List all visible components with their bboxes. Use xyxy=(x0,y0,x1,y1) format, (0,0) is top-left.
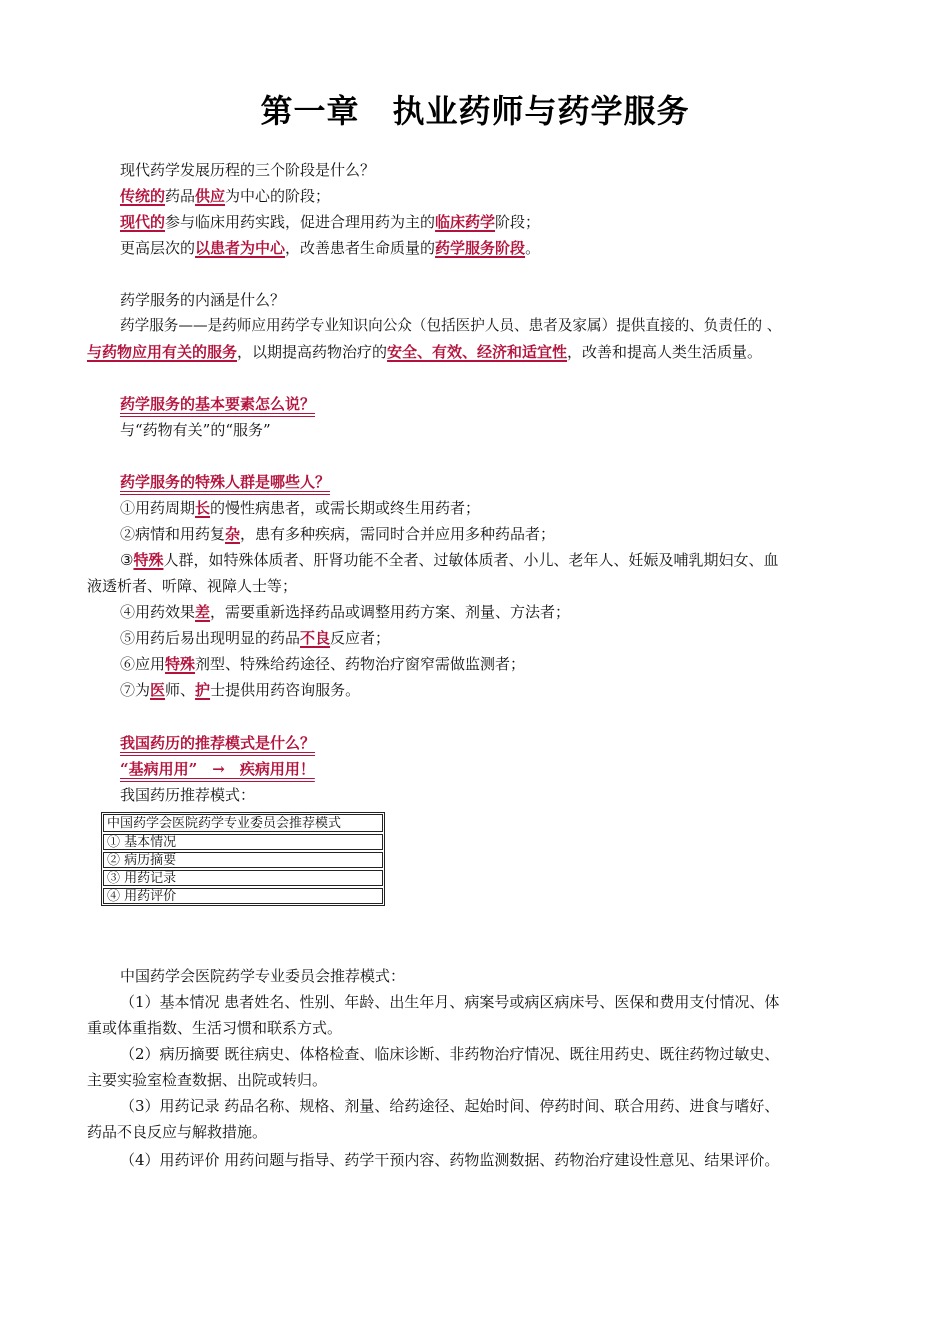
question-elements: 药学服务的基本要素怎么说？ xyxy=(120,395,316,413)
stage-3: 更高层次的以患者为中心，改善患者生命质量的药学服务阶段。 xyxy=(120,239,541,257)
list-item: ③特殊人群，如特殊体质者、肝肾功能不全者、过敏体质者、小儿、老年人、妊娠及哺乳期妇女、血 xyxy=(120,551,779,569)
question-connotation: 药学服务的内涵是什么？ xyxy=(120,291,286,309)
highlight: 现代的 xyxy=(120,213,166,231)
list-item: ⑦为医师、护士提供用药咨询服务。 xyxy=(120,681,361,699)
connotation-line-1: 药学服务——是药师应用药学专业知识向公众（包括医护人员、患者及家属）提供直接的、负责任的 、 xyxy=(120,317,782,334)
table-row: ④ 用药评价 xyxy=(103,888,383,904)
highlight: 特殊 xyxy=(165,655,196,673)
question-special: 药学服务的特殊人群是哪些人？ xyxy=(120,473,331,491)
question-stages: 现代药学发展历程的三个阶段是什么？ xyxy=(120,161,376,179)
list-item: ④用药效果差，需要重新选择药品或调整用药方案、剂量、方法者； xyxy=(120,603,571,621)
detail-1: （1）基本情况 患者姓名、性别、年龄、出生年月、病案号或病区病床号、医保和费用支付情况、体 xyxy=(120,993,780,1011)
list-item: ⑤用药后易出现明显的药品不良反应者； xyxy=(120,629,391,647)
highlight: 不良 xyxy=(300,629,331,647)
stage-1: 传统的药品供应为中心的阶段； xyxy=(120,187,331,205)
detail-4: （4）用药评价 用药问题与指导、药学干预内容、药物监测数据、药物治疗建设性意见、结果评价。 xyxy=(120,1151,780,1169)
highlight: 医 xyxy=(150,681,166,699)
list-item: ⑥应用特殊剂型、特殊给药途径、药物治疗窗窄需做监测者； xyxy=(120,655,526,673)
highlight: 安全、有效、经济和适宜性 xyxy=(387,343,568,361)
chapter-title: 第一章 执业药师与药学服务 xyxy=(260,92,690,130)
table-row: ② 病历摘要 xyxy=(103,852,383,868)
highlight: 供应 xyxy=(195,187,226,205)
list-item: ②病情和用药复杂，患有多种疾病，需同时合并应用多种药品者； xyxy=(120,525,556,543)
stage-2: 现代的参与临床用药实践，促进合理用药为主的临床药学阶段； xyxy=(120,213,541,231)
table-row: ③ 用药记录 xyxy=(103,870,383,886)
detail-title: 中国药学会医院药学专业委员会推荐模式： xyxy=(120,967,406,985)
highlight: 与药物应用有关的服务 xyxy=(87,343,238,361)
list-item-continued: 液透析者、听障、视障人士等； xyxy=(87,577,298,595)
highlight: 长 xyxy=(195,499,211,517)
detail-2-continued: 主要实验室检查数据、出院或转归。 xyxy=(87,1071,328,1089)
record-model-table xyxy=(101,812,385,906)
detail-2: （2）病历摘要 既往病史、体格检查、临床诊断、非药物治疗情况、既往用药史、既往药物过敏史、 xyxy=(120,1045,780,1063)
answer-elements: 与“药物有关”的“服务” xyxy=(120,421,271,439)
table-row: ① 基本情况 xyxy=(103,834,383,850)
question-record: 我国药历的推荐模式是什么？ xyxy=(120,734,316,752)
highlight: 护 xyxy=(195,681,211,699)
highlight: 差 xyxy=(195,603,211,621)
detail-1-continued: 重或体重指数、生活习惯和联系方式。 xyxy=(87,1019,343,1037)
highlight: 药学服务阶段 xyxy=(435,239,526,257)
record-intro: 我国药历推荐模式： xyxy=(120,786,256,804)
highlight: 特殊 xyxy=(133,551,164,569)
highlight: 传统的 xyxy=(120,187,166,205)
highlight: 以患者为中心 xyxy=(195,239,286,257)
detail-3-continued: 药品不良反应与解救措施。 xyxy=(87,1123,268,1141)
table-row: 中国药学会医院药学专业委员会推荐模式 xyxy=(103,814,383,832)
detail-3: （3）用药记录 药品名称、规格、剂量、给药途径、起始时间、停药时间、联合用药、进食与嗜好、 xyxy=(120,1097,780,1115)
highlight: 杂 xyxy=(225,525,241,543)
list-item: ①用药周期长的慢性病患者，或需长期或终生用药者； xyxy=(120,499,481,517)
mnemonic-slogan: “基病用用” → 疾病用用！ xyxy=(120,760,315,778)
connotation-line-2: 与药物应用有关的服务，以期提高药物治疗的安全、有效、经济和适宜性，改善和提高人类生活质量。 xyxy=(87,343,763,361)
highlight: 临床药学 xyxy=(435,213,496,231)
